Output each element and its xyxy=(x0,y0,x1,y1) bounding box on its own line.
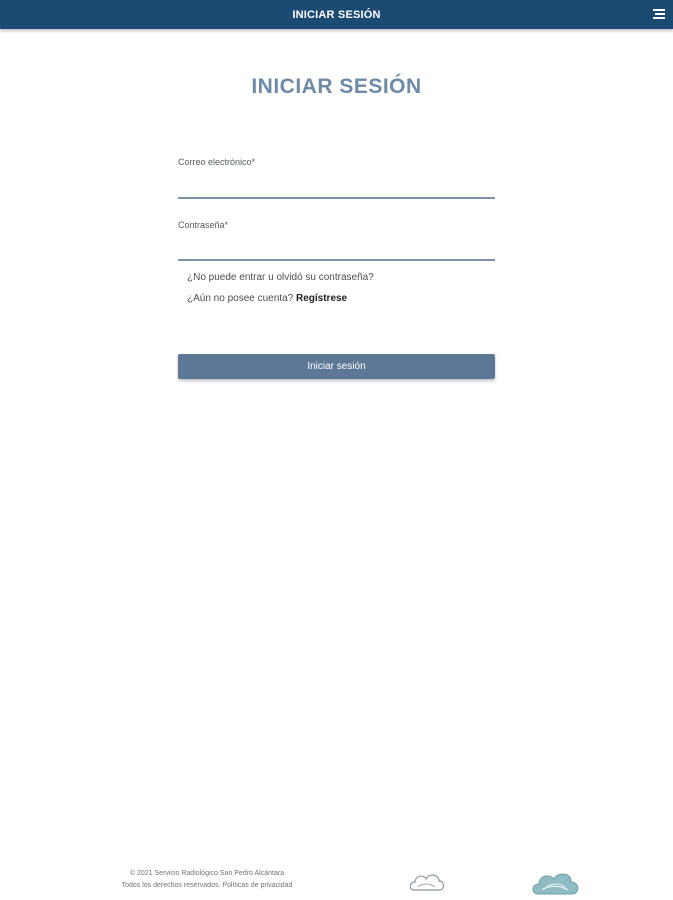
app-bar-title: INICIAR SESIÓN xyxy=(292,9,381,21)
rights-text: Todos los derechos reservados. Políticas de privacidad xyxy=(121,882,293,889)
footer-copyright xyxy=(112,868,302,892)
hamburger-menu-icon[interactable] xyxy=(653,9,665,20)
register-link[interactable]: Regístrese xyxy=(295,293,348,304)
password-label: Contraseña* xyxy=(178,220,229,230)
forgot-password-link[interactable]: ¿No puede entrar u olvidó su contraseña? xyxy=(187,272,374,283)
cloud-brand-logo-icon xyxy=(530,866,582,900)
page-title: INICIAR SESIÓN xyxy=(251,75,422,98)
top-app-bar xyxy=(0,0,673,29)
email-field[interactable] xyxy=(178,175,495,199)
no-account-text: ¿Aún no posee cuenta? xyxy=(187,293,294,304)
email-label: Correo electrónico* xyxy=(178,157,256,167)
copyright-text: © 2021 Servicio Radiológico San Pedro Alcántara xyxy=(129,870,285,877)
login-button[interactable]: Iniciar sesión xyxy=(178,354,495,379)
password-field[interactable] xyxy=(178,237,495,261)
cloud-outline-logo-icon xyxy=(408,868,446,896)
register-prompt xyxy=(187,293,347,304)
